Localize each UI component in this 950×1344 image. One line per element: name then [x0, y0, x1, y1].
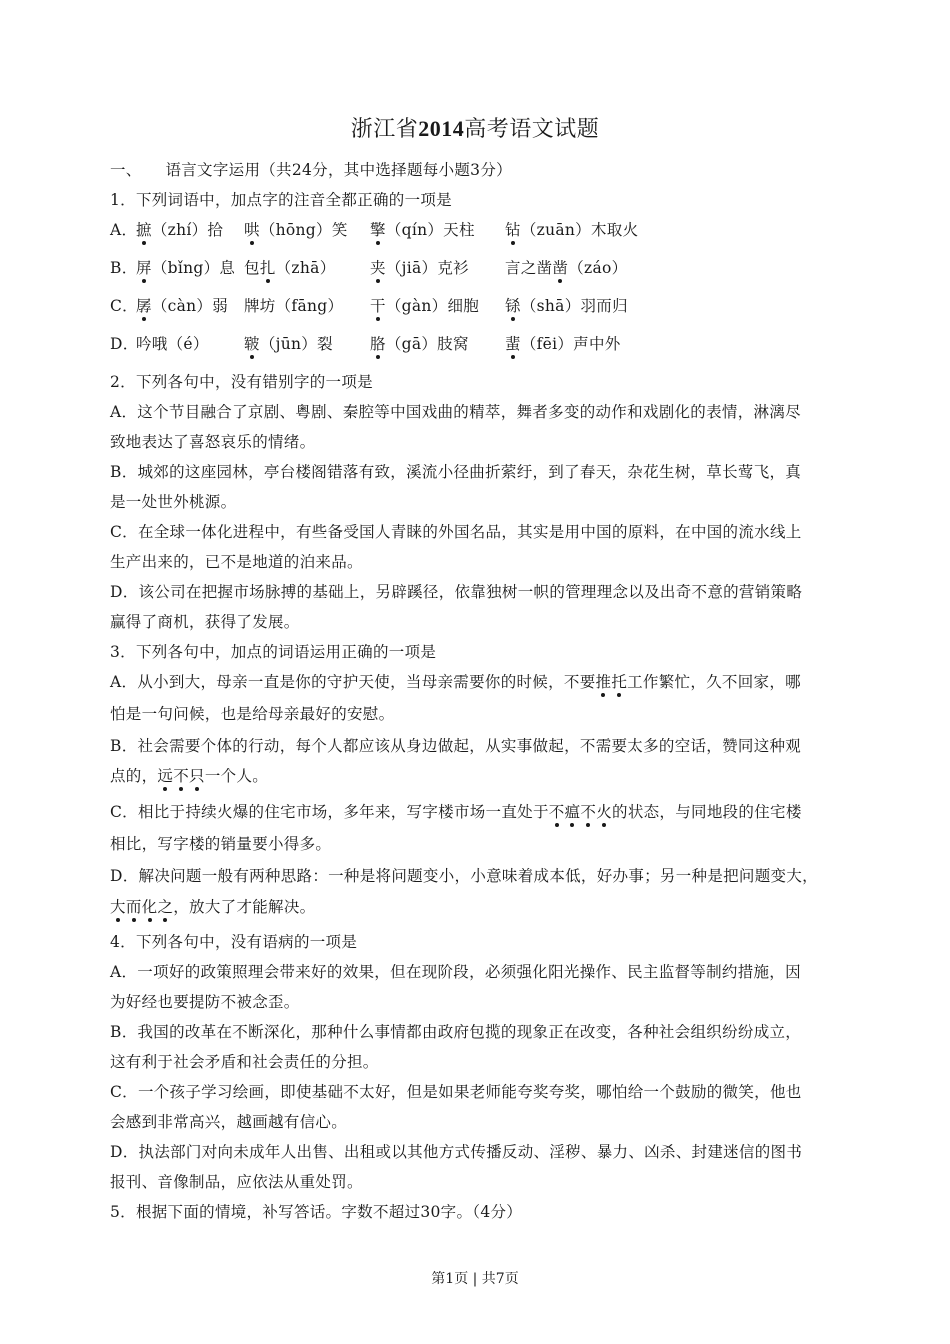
dotted-char: 托	[611, 673, 628, 691]
dotted-char: 瘟	[564, 803, 581, 821]
question-3-option-c: C．相比于持续火爆的住宅市场，多年来，写字楼市场一直处于不瘟不火的状态，与同地段的住宅楼	[110, 803, 802, 821]
dotted-char: 哄	[244, 221, 260, 239]
dotted-char: 皲	[244, 335, 260, 353]
question-2-stem: 2．下列各句中，没有错别字的一项是	[110, 373, 373, 391]
question-2-option-a-cont: 致地表达了喜怒哀乐的情绪。	[110, 433, 316, 451]
dotted-char: 只	[189, 767, 205, 785]
question-2-option-d: D．该公司在把握市场脉搏的基础上，另辟蹊径，依靠独树一帜的管理理念以及出奇不意的营销策略	[110, 583, 803, 601]
question-1-option-d: D． 吟哦（é） 皲（jūn）裂 胳（gā）肢窝 蜚（fēi）声中外	[110, 335, 621, 353]
dotted-char: 而	[125, 898, 142, 916]
dotted-char: 摭	[136, 221, 152, 239]
question-3-option-c-cont: 相比，写字楼的销量要小得多。	[110, 835, 332, 853]
dotted-char: 扎	[259, 259, 276, 277]
dotted-char: 胳	[370, 335, 386, 353]
question-3-stem: 3．下列各句中，加点的词语运用正确的一项是	[110, 643, 437, 661]
dotted-word	[596, 673, 628, 691]
question-4-option-c-cont: 会感到非常高兴，越画越有信心。	[110, 1113, 348, 1131]
dotted-char: 火	[596, 803, 613, 821]
dotted-char: 铩	[505, 297, 521, 315]
dotted-char: 大	[110, 898, 126, 916]
question-1-option-b: B． 屏（bǐng）息 包扎（zhā） 夹（jiā）克衫 言之凿凿（záo）	[110, 259, 628, 277]
question-1-option-c: C． 孱（càn）弱 牌坊（fāng） 干（gàn）细胞 铩（shā）羽而归	[110, 297, 628, 315]
question-3-option-d: D．解决问题一般有两种思路：一种是将问题变小，小意味着成本低，好办事；另一种是把问题变大，	[110, 867, 818, 885]
page-title: 浙江省2014高考语文试题	[350, 116, 600, 142]
dotted-char: 推	[595, 673, 612, 691]
dotted-char: 化	[141, 898, 158, 916]
dotted-char: 不	[548, 803, 565, 821]
question-3-option-a: A．从小到大，母亲一直是你的守护天使，当母亲需要你的时候，不要推托工作繁忙，久不回家，哪	[110, 673, 801, 691]
question-4-option-a-cont: 为好经也要提防不被念歪。	[110, 993, 300, 1011]
dotted-char: 擎	[370, 221, 386, 239]
page-footer: 第1页 | 共7页	[431, 1271, 519, 1287]
question-2-option-b: B．城郊的这座园林，亭台楼阁错落有致，溪流小径曲折萦纡，到了春天，杂花生树，草长莺飞，真	[110, 463, 802, 481]
dotted-char: 不	[580, 803, 597, 821]
dotted-char: 钻	[505, 221, 521, 239]
dotted-word	[549, 803, 612, 821]
question-4-option-a: A．一项好的政策照理会带来好的效果，但在现阶段，必须强化阳光操作、民主监督等制约措施，因	[110, 963, 801, 981]
question-3-option-a-cont: 怕是一句问候，也是给母亲最好的安慰。	[110, 705, 395, 723]
dotted-char: 干	[370, 297, 386, 315]
question-2-option-c: C．在全球一体化进程中，有些备受国人青睐的外国名品，其实是用中国的原料，在中国的流水线上	[110, 523, 802, 541]
dotted-char: 之	[157, 898, 174, 916]
question-4-option-d: D．执法部门对向未成年人出售、出租或以其他方式传播反动、淫秽、暴力、凶杀、封建迷信的图书	[110, 1143, 803, 1161]
question-4-option-d-cont: 报刊、音像制品，应依法从重处罚。	[110, 1173, 363, 1191]
dotted-char: 夹	[370, 259, 386, 277]
question-1-option-a: A． 摭（zhí）拾 哄（hōng）笑 擎（qín）天柱 钻（zuān）木取火	[110, 221, 639, 239]
question-2-option-b-cont: 是一处世外桃源。	[110, 493, 237, 511]
question-3-option-b-cont: 点的，远不只一个人。	[110, 767, 269, 785]
question-2-option-d-cont: 赢得了商机，获得了发展。	[110, 613, 300, 631]
question-4-stem: 4．下列各句中，没有语病的一项是	[110, 933, 358, 951]
question-1-stem: 1．下列词语中，加点字的注音全都正确的一项是	[110, 191, 452, 209]
question-3-option-b: B．社会需要个体的行动，每个人都应该从身边做起，从实事做起，不需要太多的空话，赞同这种观	[110, 737, 802, 755]
question-3-option-d-cont: 大而化之，放大了才能解决。	[110, 898, 316, 916]
question-4-option-b: B．我国的改革在不断深化，那种什么事情都由政府包揽的现象正在改变，各种社会组织纷纷成立，	[110, 1023, 802, 1041]
dotted-char: 屏	[136, 259, 152, 277]
section-heading: 一、 语言文字运用（共24分，其中选择题每小题3分）	[110, 161, 512, 179]
dotted-char: 凿	[552, 259, 569, 277]
question-2-option-a: A．这个节目融合了京剧、粤剧、秦腔等中国戏曲的精萃，舞者多变的动作和戏剧化的表情，淋漓尽	[110, 403, 801, 421]
dotted-word	[110, 898, 173, 916]
dotted-word	[157, 767, 204, 785]
question-5-stem: 5．根据下面的情境，补写答话。字数不超过30字。（4分）	[110, 1203, 523, 1221]
dotted-char: 不	[173, 767, 190, 785]
dotted-char: 蜚	[505, 335, 521, 353]
dotted-char: 孱	[136, 297, 152, 315]
question-4-option-b-cont: 这有利于社会矛盾和社会责任的分担。	[110, 1053, 379, 1071]
question-4-option-c: C．一个孩子学习绘画，即使基础不太好，但是如果老师能夸奖夸奖，哪怕给一个鼓励的微笑，他也	[110, 1083, 802, 1101]
dotted-char: 远	[157, 767, 174, 785]
question-2-option-c-cont: 生产出来的，已不是地道的泊来品。	[110, 553, 363, 571]
